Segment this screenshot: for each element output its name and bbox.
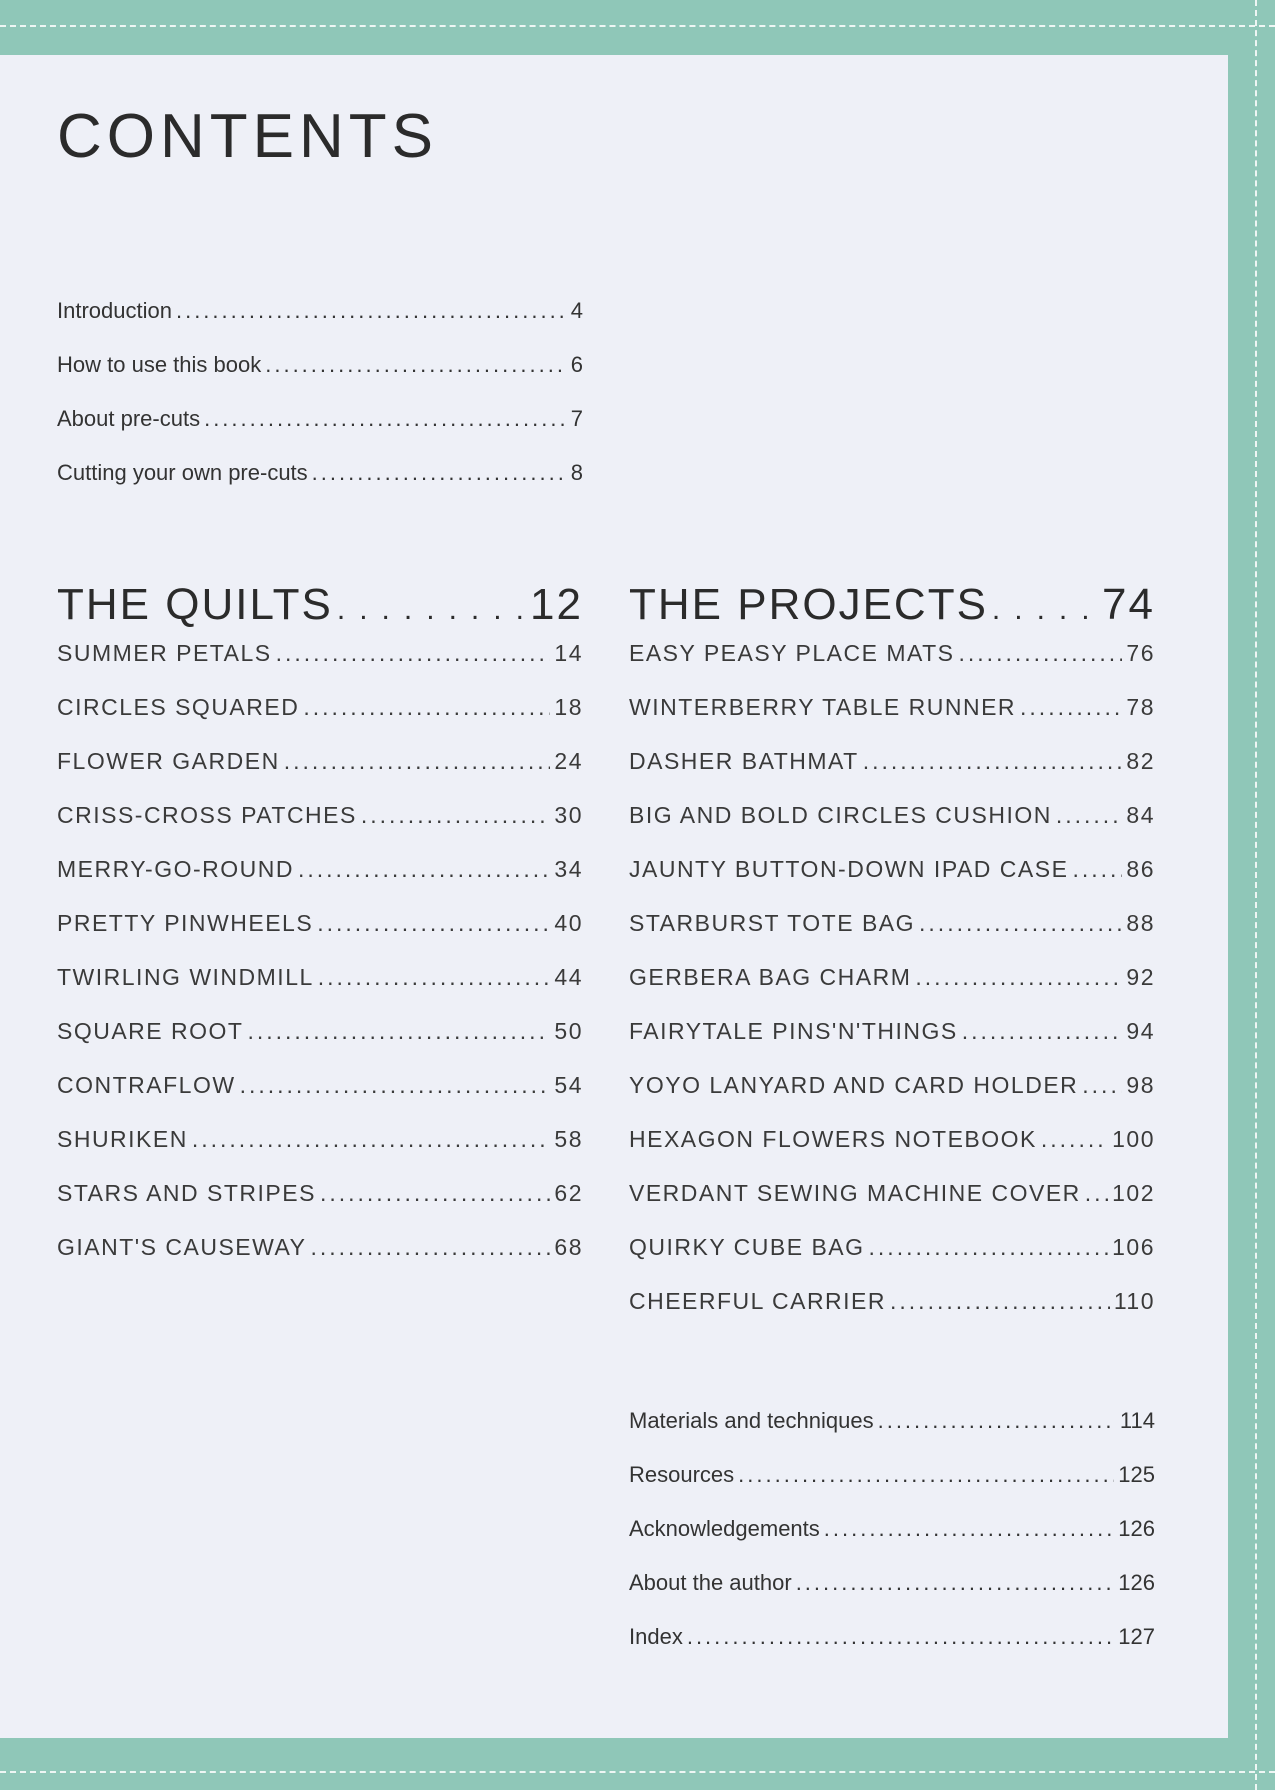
project-entry[interactable] (629, 910, 1155, 964)
project-entry[interactable] (629, 694, 1155, 748)
toc-entry-page: 125 (1118, 1462, 1155, 1487)
project-entry[interactable] (629, 1018, 1155, 1072)
dot-leader (320, 1180, 550, 1207)
toc-entry-page: 68 (554, 1234, 583, 1260)
dot-leader (247, 1018, 550, 1045)
backmatter-list (629, 1408, 1155, 1678)
project-entry[interactable] (629, 1180, 1155, 1234)
project-entry[interactable] (629, 1126, 1155, 1180)
page-title: CONTENTS (57, 102, 438, 171)
toc-entry[interactable] (629, 1516, 1155, 1570)
projects-heading[interactable] (629, 580, 1155, 640)
toc-entry-page: 34 (554, 856, 583, 882)
toc-entry-label: BIG AND BOLD CIRCLES CUSHION (629, 802, 1052, 828)
toc-entry-page: 18 (554, 694, 583, 720)
dot-leader (687, 1624, 1114, 1650)
section-heading-label: THE PROJECTS (629, 580, 988, 629)
toc-entry-label: PRETTY PINWHEELS (57, 910, 314, 936)
dot-leader (962, 1018, 1123, 1045)
dot-leader (303, 694, 550, 721)
toc-entry-page: 76 (1126, 640, 1155, 666)
toc-entry-page: 58 (554, 1126, 583, 1152)
toc-entry-label: DASHER BATHMAT (629, 748, 859, 774)
toc-entry-label: YOYO LANYARD AND CARD HOLDER (629, 1072, 1079, 1098)
quilt-entry[interactable] (57, 1180, 583, 1234)
section-heading-label: THE QUILTS (57, 580, 333, 629)
dot-leader (284, 748, 551, 775)
toc-entry[interactable] (57, 460, 583, 514)
toc-entry-label: FAIRYTALE PINS'N'THINGS (629, 1018, 958, 1044)
toc-entry-page: 24 (554, 748, 583, 774)
toc-entry-label: EASY PEASY PLACE MATS (629, 640, 955, 666)
dot-leader (1082, 1072, 1122, 1099)
toc-entry-label: Cutting your own pre-cuts (57, 460, 308, 485)
toc-entry-page: 88 (1126, 910, 1155, 936)
toc-entry-label: STARBURST TOTE BAG (629, 910, 916, 936)
project-entry[interactable] (629, 640, 1155, 694)
dot-leader (869, 1234, 1109, 1261)
toc-entry-page: 127 (1118, 1624, 1155, 1649)
project-entry[interactable] (629, 748, 1155, 802)
toc-entry-label: CHEERFUL CARRIER (629, 1288, 887, 1314)
toc-entry[interactable] (629, 1462, 1155, 1516)
dot-leader (1072, 856, 1122, 883)
toc-entry[interactable] (57, 352, 583, 406)
dot-leader (992, 593, 1098, 627)
quilt-entry[interactable] (57, 802, 583, 856)
quilt-entry[interactable] (57, 1072, 583, 1126)
project-entry[interactable] (629, 1288, 1155, 1342)
toc-entry-page: 6 (570, 352, 583, 377)
quilt-entry[interactable] (57, 856, 583, 910)
project-entry[interactable] (629, 856, 1155, 910)
toc-entry-page: 102 (1112, 1180, 1155, 1206)
toc-entry-label: QUIRKY CUBE BAG (629, 1234, 865, 1260)
dot-leader (176, 298, 567, 324)
toc-entry-label: Acknowledgements (629, 1516, 820, 1541)
project-entry[interactable] (629, 1234, 1155, 1288)
toc-entry-page: 7 (570, 406, 583, 431)
dot-leader (738, 1462, 1114, 1488)
toc-entry-page: 86 (1126, 856, 1155, 882)
toc-entry-page: 114 (1119, 1408, 1155, 1433)
toc-entry-page: 8 (570, 460, 583, 485)
toc-entry-label: FLOWER GARDEN (57, 748, 280, 774)
toc-entry-label: CRISS-CROSS PATCHES (57, 802, 357, 828)
toc-entry-page: 30 (554, 802, 583, 828)
toc-entry[interactable] (629, 1408, 1155, 1462)
quilt-entry[interactable] (57, 1126, 583, 1180)
toc-entry-page: 14 (554, 640, 583, 666)
dot-leader (1056, 802, 1123, 829)
toc-entry-label: GIANT'S CAUSEWAY (57, 1234, 307, 1260)
projects-section (629, 580, 1155, 1342)
toc-entry[interactable] (629, 1570, 1155, 1624)
dot-leader (361, 802, 551, 829)
quilt-entry[interactable] (57, 748, 583, 802)
toc-entry-page: 50 (554, 1018, 583, 1044)
dot-leader (317, 910, 550, 937)
dot-leader (1085, 1180, 1108, 1207)
toc-entry-page: 100 (1112, 1126, 1155, 1152)
dot-leader (878, 1408, 1116, 1434)
dot-leader (919, 910, 1122, 937)
toc-entry-label: VERDANT SEWING MACHINE COVER (629, 1180, 1081, 1206)
toc-entry-label: SUMMER PETALS (57, 640, 272, 666)
toc-entry-label: Introduction (57, 298, 172, 323)
toc-entry-page: 4 (570, 298, 583, 323)
project-entry[interactable] (629, 1072, 1155, 1126)
toc-entry-label: STARS AND STRIPES (57, 1180, 316, 1206)
quilt-entry[interactable] (57, 964, 583, 1018)
dot-leader (796, 1570, 1115, 1596)
toc-entry[interactable] (57, 298, 583, 352)
quilt-entry[interactable] (57, 694, 583, 748)
toc-entry[interactable] (57, 406, 583, 460)
toc-entry-page: 98 (1126, 1072, 1155, 1098)
quilts-section (57, 580, 583, 1288)
project-entry[interactable] (629, 964, 1155, 1018)
dot-leader (1020, 694, 1122, 721)
project-entry[interactable] (629, 802, 1155, 856)
dot-leader (318, 964, 551, 991)
toc-entry-page: 126 (1118, 1516, 1155, 1541)
toc-entry-label: CONTRAFLOW (57, 1072, 236, 1098)
dot-leader (298, 856, 550, 883)
dot-leader (824, 1516, 1115, 1542)
toc-entry-label: About pre-cuts (57, 406, 201, 431)
dot-leader (915, 964, 1122, 991)
quilt-entry[interactable] (57, 640, 583, 694)
toc-entry-page: 92 (1126, 964, 1155, 990)
toc-entry-label: Index (629, 1624, 683, 1649)
section-heading-page: 74 (1102, 580, 1155, 629)
toc-entry-page: 54 (554, 1072, 583, 1098)
bottom-stitching (0, 1771, 1275, 1773)
dot-leader (890, 1288, 1110, 1315)
dot-leader (312, 460, 567, 486)
toc-entry-page: 40 (554, 910, 583, 936)
toc-entry-label: WINTERBERRY TABLE RUNNER (629, 694, 1017, 720)
toc-entry-label: HEXAGON FLOWERS NOTEBOOK (629, 1126, 1037, 1152)
toc-entry-label: How to use this book (57, 352, 262, 377)
toc-entry-page: 44 (554, 964, 583, 990)
toc-entry-label: GERBERA BAG CHARM (629, 964, 912, 990)
dot-leader (863, 748, 1123, 775)
toc-entry-label: Materials and techniques (629, 1408, 874, 1433)
dot-leader (310, 1234, 550, 1261)
toc-entry-page: 94 (1126, 1018, 1155, 1044)
toc-entry[interactable] (629, 1624, 1155, 1678)
dot-leader (192, 1126, 551, 1153)
right-stitching (1255, 0, 1257, 1790)
intro-list (57, 298, 583, 514)
dot-leader (204, 406, 567, 432)
toc-entry-page: 62 (554, 1180, 583, 1206)
toc-entry-page: 126 (1118, 1570, 1155, 1595)
dot-leader (1041, 1126, 1108, 1153)
toc-entry-label: TWIRLING WINDMILL (57, 964, 314, 990)
dot-leader (337, 593, 526, 627)
toc-entry-label: Resources (629, 1462, 735, 1487)
dot-leader (265, 352, 567, 378)
dot-leader (240, 1072, 551, 1099)
toc-entry-label: SHURIKEN (57, 1126, 188, 1152)
toc-entry-label: JAUNTY BUTTON-DOWN IPAD CASE (629, 856, 1069, 882)
section-heading-page: 12 (530, 580, 583, 629)
toc-entry-label: About the author (629, 1570, 792, 1595)
toc-entry-page: 84 (1126, 802, 1155, 828)
quilt-entry[interactable] (57, 1018, 583, 1072)
toc-entry-page: 106 (1112, 1234, 1155, 1260)
toc-entry-label: CIRCLES SQUARED (57, 694, 300, 720)
quilt-entry[interactable] (57, 1234, 583, 1288)
dot-leader (276, 640, 551, 667)
toc-entry-page: 110 (1113, 1288, 1155, 1314)
quilt-entry[interactable] (57, 910, 583, 964)
quilts-heading[interactable] (57, 580, 583, 640)
toc-entry-label: MERRY-GO-ROUND (57, 856, 294, 882)
toc-entry-label: SQUARE ROOT (57, 1018, 244, 1044)
toc-entry-page: 78 (1126, 694, 1155, 720)
top-stitching (0, 25, 1275, 27)
toc-entry-page: 82 (1126, 748, 1155, 774)
dot-leader (959, 640, 1123, 667)
